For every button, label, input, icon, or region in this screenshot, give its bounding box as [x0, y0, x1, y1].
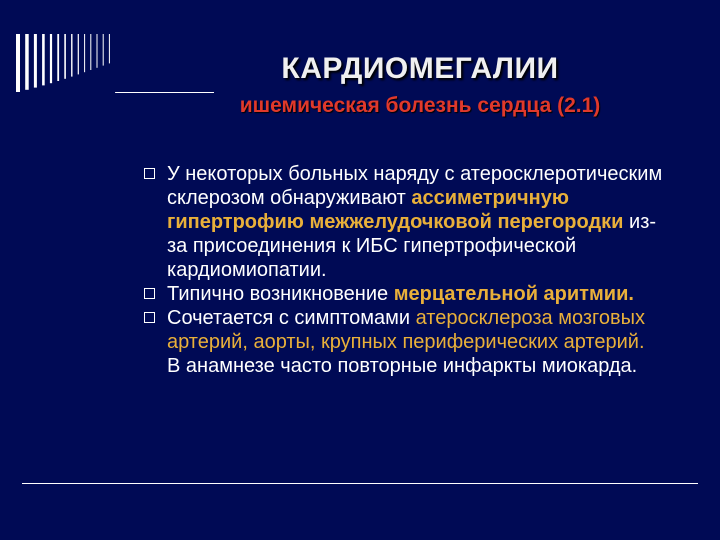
- bullet-highlight: мерцательной аритмии.: [393, 283, 634, 305]
- stripe: [84, 34, 85, 72]
- bullet-item: [143, 306, 663, 378]
- bullet-highlight: ассиметричную гипертрофию межжелудочковой перегородки: [167, 187, 624, 233]
- stripe: [25, 34, 29, 90]
- stripe: [50, 34, 52, 83]
- stripe: [42, 34, 45, 85]
- bullet-text: У некоторых больных наряду с атеросклеротическим склерозом обнаруживают: [167, 163, 663, 209]
- bottom-divider: [22, 483, 698, 484]
- bullet-text: В анамнезе часто повторные инфаркты миокарда.: [167, 355, 638, 377]
- square-bullet-icon: [144, 312, 155, 323]
- stripe-bottom-line: [115, 92, 214, 93]
- bullet-list: [143, 162, 663, 378]
- stripe: [90, 34, 91, 70]
- stripe: [109, 34, 110, 63]
- square-bullet-icon: [144, 168, 155, 179]
- bullet-text: из-за присоединения к ИБС гипертрофической кардиомиопатии.: [167, 211, 657, 281]
- slide-subtitle: ишемическая болезнь сердца (2.1): [239, 94, 601, 117]
- stripe: [71, 34, 72, 77]
- bullet-item: [143, 162, 663, 282]
- square-bullet-icon: [144, 288, 155, 299]
- stripe: [64, 34, 66, 79]
- stripe: [34, 34, 37, 88]
- bullet-text: Типично возникновение: [167, 283, 394, 305]
- bullet-text: Сочетается с симптомами: [167, 307, 416, 329]
- stripe: [103, 34, 104, 66]
- slide-title: КАРДИОМЕГАЛИИ: [281, 52, 559, 85]
- stripe: [57, 34, 59, 81]
- bullet-item: [143, 282, 663, 306]
- stripe: [97, 34, 98, 68]
- stripe: [78, 34, 79, 74]
- stripe: [16, 34, 20, 92]
- bullet-highlight: атеросклероза мозговых артерий, аорты, крупных периферических артерий.: [167, 307, 646, 353]
